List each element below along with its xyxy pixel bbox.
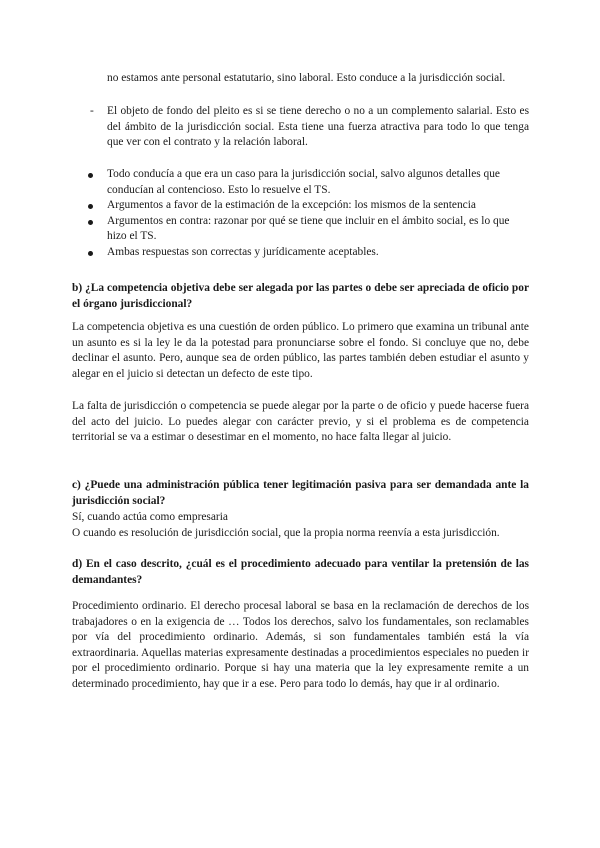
answer-d-paragraph: Procedimiento ordinario. El derecho procesal laboral se basa en la reclamación de derechos de los trabajadores o en la exigencia de … Todos los derechos, salvo los fundamentales, son reclamables por vía del procedimiento ordinario. Además, si son fundamentales también está la vía extraordinaria. Aquellas materias expresamente destinadas a procedimientos especiales no pueden ir por el procedimiento ordinario. Porque si hay una materia que la ley expresamente remite a un determinado procedimiento, hay que ir a ese. Pero para todo lo demás, hay que ir al ordinario. [72,600,529,690]
bullet-dot-icon [88,204,93,209]
question-d-heading: d) En el caso descrito, ¿cuál es el procedimiento adecuado para ventilar la pretensión de las demandantes? [72,558,529,586]
question-c-heading: c) ¿Puede una administración pública tener legitimación pasiva para ser demandada ante la jurisdicción social? [72,479,529,507]
bullet-text: Argumentos en contra: razonar por qué se tiene que incluir en el ámbito social, es lo que hizo el TS. [107,214,510,243]
bullet-text: Todo conducía a que era un caso para la jurisdicción social, salvo algunos detalles que conducían al contencioso. Esto lo resuelve el TS. [107,168,500,196]
dash-marker: - [90,105,94,117]
bullet-item [86,245,530,261]
answer-c-line-1: Sí, cuando actúa como empresaria [72,511,228,523]
answer-b-paragraph-2: La falta de jurisdicción o competencia se puede alegar por la parte o de oficio y puede hacerse fuera del acto del juicio. Lo puedes alegar con carácter previo, y si el problema es de competencia territorial se va a estimar o desestimar en el momento, no hace falta llegar al juicio. [72,400,529,444]
question-b-heading: b) ¿La competencia objetiva debe ser alegada por las partes o debe ser apreciada de oficio por el órgano jurisdiccional? [72,282,529,310]
answer-c-line-2: O cuando es resolución de jurisdicción social, que la propia norma reenvía a esta jurisdicción. [72,527,500,539]
bullet-text: Argumentos a favor de la estimación de la excepción: los mismos de la sentencia [107,199,476,212]
bullet-item [86,214,530,245]
bullet-list [86,167,530,261]
bullet-dot-icon [88,173,93,178]
dash-item-text: El objeto de fondo del pleito es si se tiene derecho o no a un complemento salarial. Esto es del ámbito de la jurisdicción social. Esta tiene una fuerza atractiva para todo lo que tenga que ver con el contrato y la relación laboral. [107,105,529,149]
bullet-dot-icon [88,220,93,225]
bullet-text: Ambas respuestas son correctas y jurídicamente aceptables. [107,245,379,258]
bullet-item [86,198,530,214]
bullet-dot-icon [88,251,93,256]
answer-b-paragraph-1: La competencia objetiva es una cuestión de orden público. Lo primero que examina un tribunal ante un asunto es si la ley le da la potestad para pronunciarse sobre el fondo. Si concluye que no, debe declinar el asunto. Pero, aunque sea de orden público, las partes también deben estudiar el asunto y alegar en el juicio si detectan un defecto de este tipo. [72,321,529,380]
bullet-item [86,167,530,198]
intro-continuation: no estamos ante personal estatutario, sino laboral. Esto conduce a la jurisdicción social. [107,72,506,84]
